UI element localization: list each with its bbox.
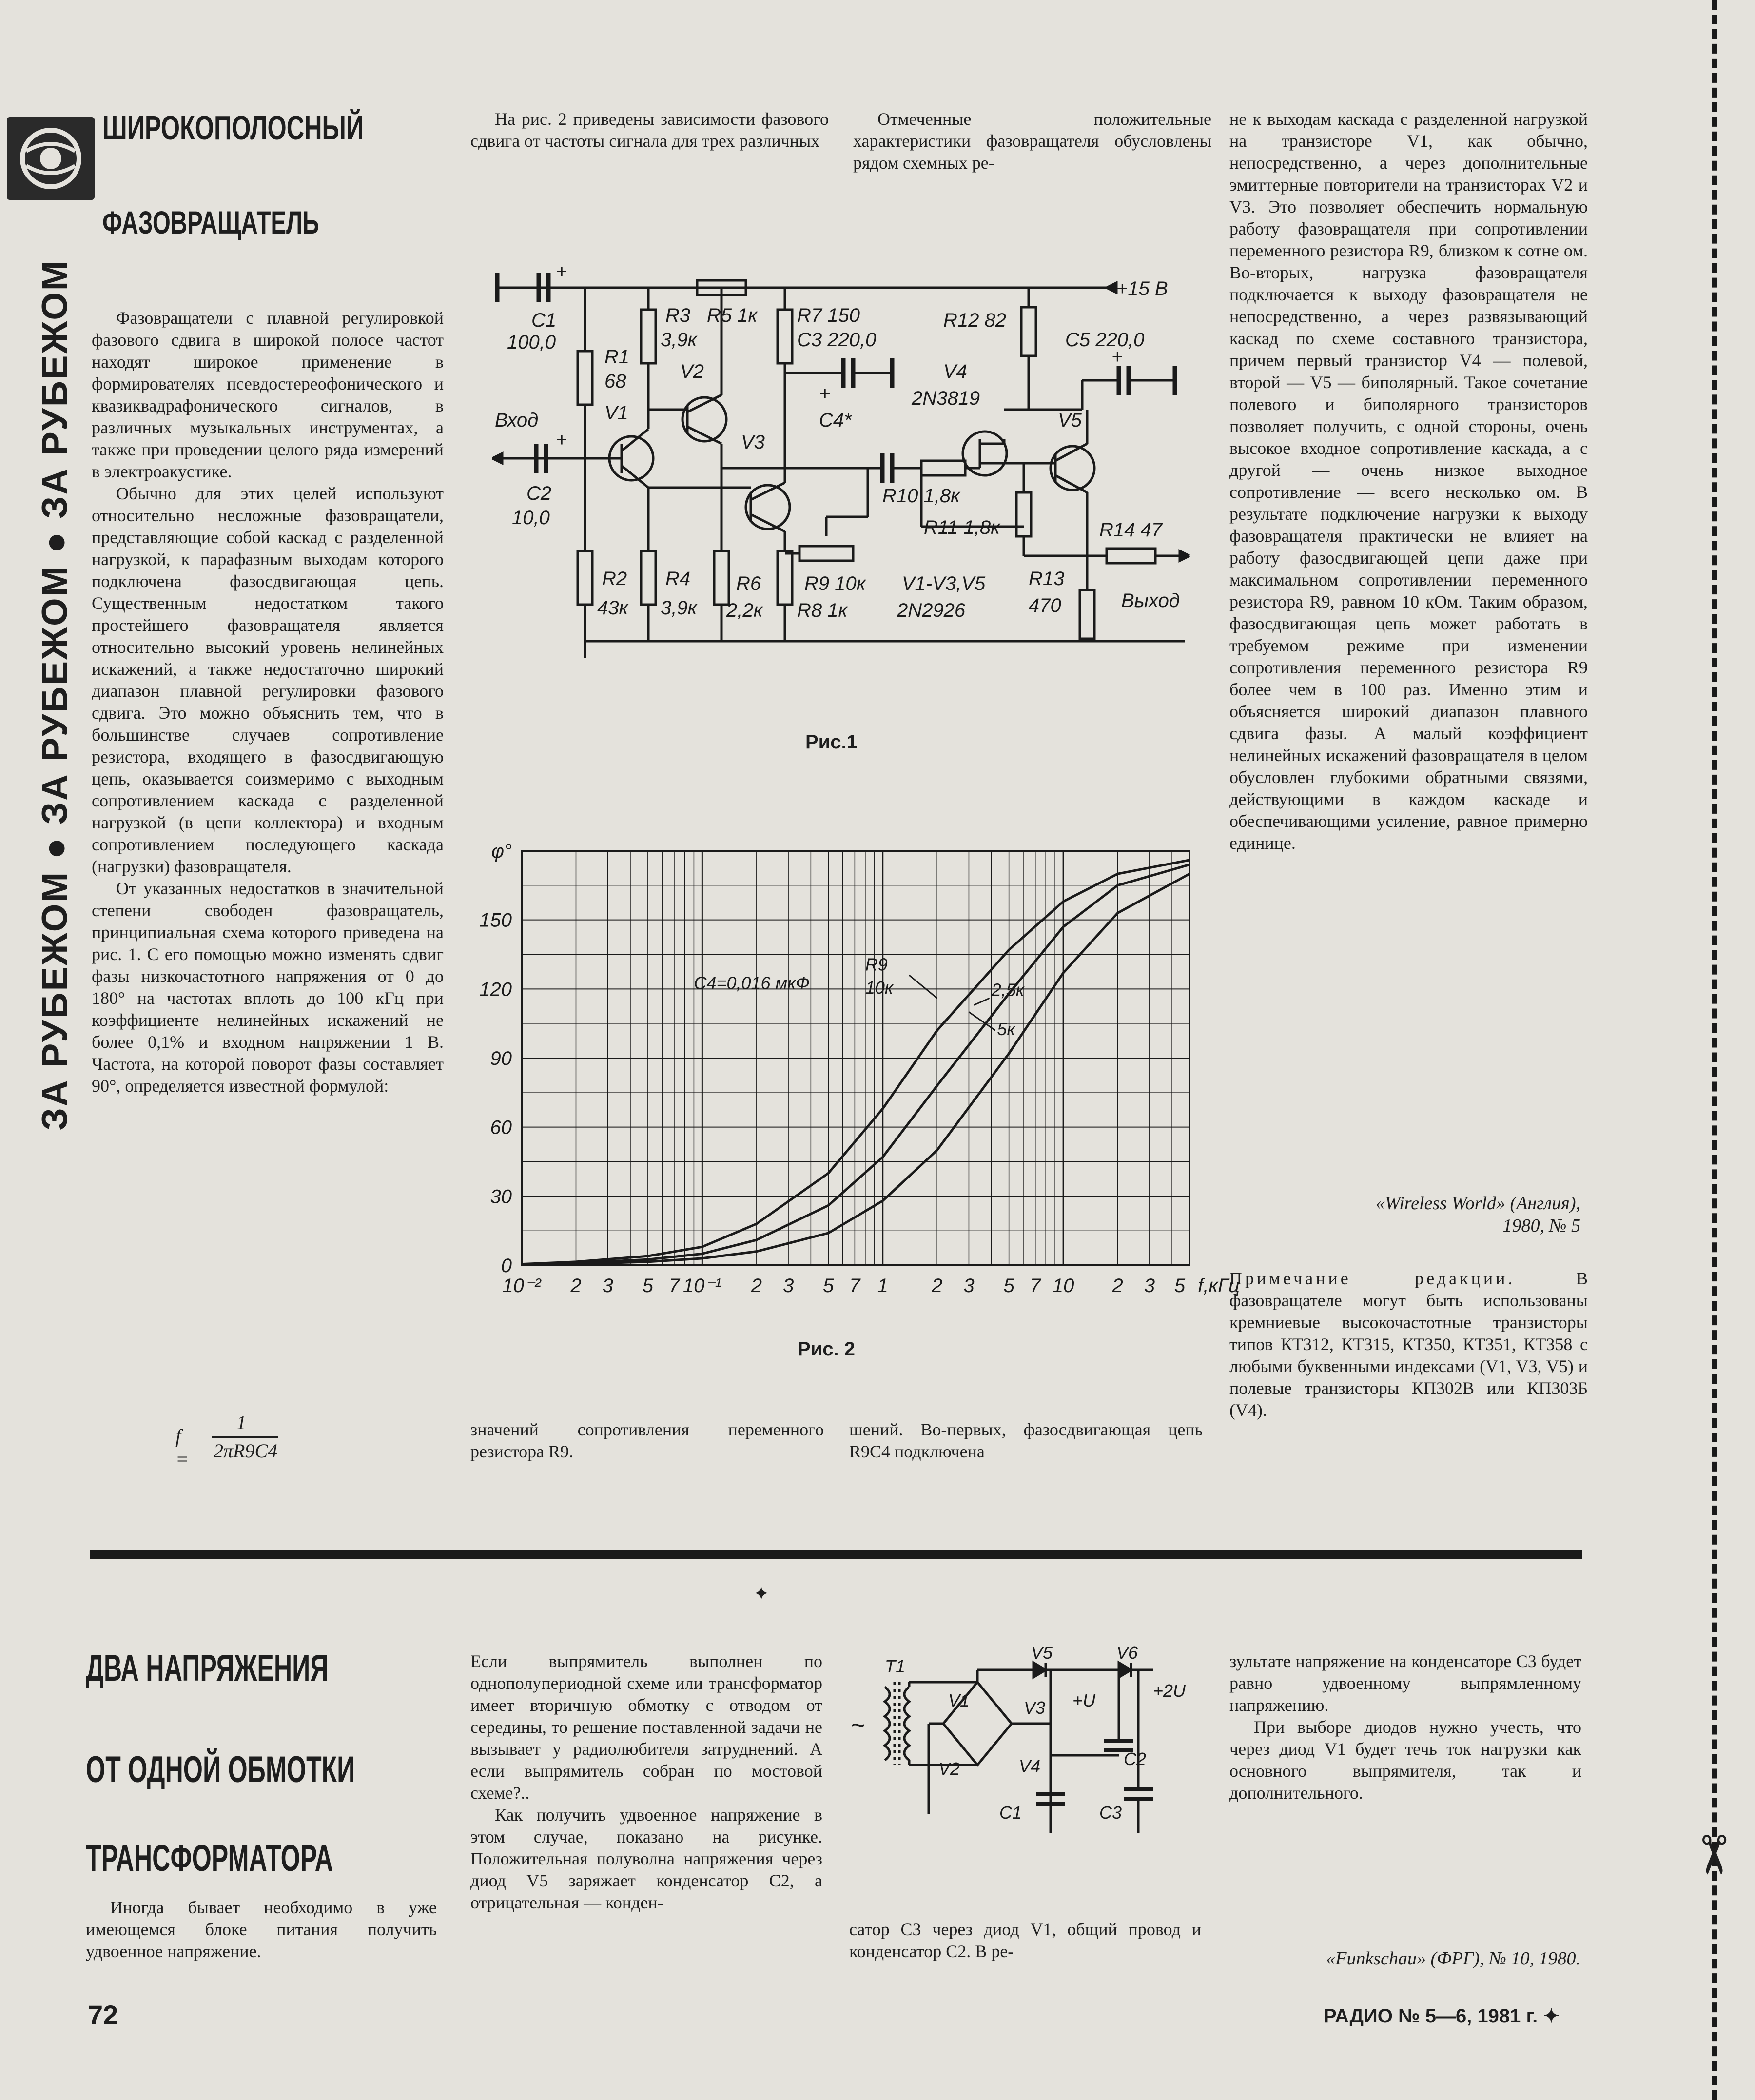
- article1-title-line2: ФАЗОВРАЩАТЕЛЬ: [102, 204, 319, 240]
- paragraph: Фазовращатели с плавной регулировкой фазового сдвига в широкой полосе частот находят широкое применение в формирователях псевдостереофонического и квазиквадрафонического сигналов, в различных музыкальных инструментах, а также при проведении целого ряда измерений в электроакустике.: [92, 308, 444, 481]
- note-body: В фазовращателе могут быть использованы кремниевые высокочастотные транзисторы типов КТ312, КТ315, КТ350, КТ351, КТ358 с любыми буквенными индексами (V1, V3, V5) и полевые транзисторы КП302В или КП303Б (V4).: [1229, 1269, 1588, 1420]
- label: V5: [1031, 1643, 1053, 1663]
- paragraph: На рис. 2 приведены зависимости фазового сдвига от частоты сигнала для трех различных: [470, 109, 829, 151]
- y-tick-label: 120: [479, 979, 512, 1001]
- x-tick-label: 2: [932, 1275, 943, 1296]
- formula-numerator: 1: [236, 1412, 246, 1433]
- article1-column-3-bottom: [849, 1419, 1203, 1463]
- label: C3 220,0: [797, 329, 877, 351]
- sidebar-label: ЗА РУБЕЖОМ ● ЗА РУБЕЖОМ ● ЗА РУБЕЖОМ: [34, 259, 75, 1131]
- ornament-icon: ✦: [753, 1583, 770, 1605]
- x-tick-label: 1: [877, 1275, 888, 1296]
- x-tick-label: 7: [668, 1275, 680, 1296]
- paragraph: значений сопротивления переменного резистора R9.: [470, 1420, 824, 1461]
- label: +U: [1072, 1690, 1096, 1710]
- annotation-leader: [909, 975, 937, 998]
- magazine-issue: РАДИО № 5—6, 1981 г. ✦: [1324, 2005, 1560, 2027]
- curve-label-5k: 5к: [997, 1019, 1015, 1039]
- r9-label: R9: [865, 954, 888, 975]
- label: V2: [680, 361, 704, 382]
- x-tick-label: 5: [1174, 1275, 1186, 1296]
- label: 3,9к: [661, 597, 697, 619]
- source-credit: [1229, 1192, 1580, 1237]
- x-tick-label: 2: [570, 1275, 582, 1296]
- label: Вход: [495, 410, 539, 431]
- cut-line: [1712, 0, 1717, 2100]
- paragraph: От указанных недостатков в значительной степени свободен фазовращатель, принципиальная схема которого приведена на рис. 1. С его помощью можно изменять сдвиг фазы низкочастотного напряжения от 0 до 180° на частотах вплоть до 100 кГц при коэффициенте нелинейных искажений не более 0,1% и входном напряжении 1 В. Частота, на которой поворот фазы составляет 90°, определяется известной формулой:: [92, 879, 444, 1096]
- label: ~: [851, 1711, 865, 1739]
- paragraph: шений. Во-первых, фазосдвигающая цепь R9C4 подключена: [849, 1420, 1203, 1461]
- label: R8 1к: [797, 600, 848, 621]
- label: R1: [604, 346, 630, 368]
- label: R13: [1029, 568, 1065, 589]
- label: C5 220,0: [1065, 329, 1145, 351]
- editor-note: [1229, 1268, 1588, 1421]
- x-tick-label: 5: [642, 1275, 654, 1296]
- figure-1-schematic: [483, 254, 1199, 673]
- source-line: «Wireless World» (Англия),: [1375, 1193, 1580, 1214]
- label: 470: [1029, 595, 1061, 616]
- label: V4: [943, 361, 967, 382]
- article1-column-4: [1229, 108, 1588, 854]
- label: +: [556, 261, 567, 282]
- note-heading: Примечание редакции.: [1229, 1269, 1516, 1288]
- label: +15 В: [1116, 278, 1168, 299]
- article2-column-4: [1229, 1650, 1581, 1804]
- formula-lhs: f =: [176, 1425, 189, 1470]
- curve-label-2-5k: 2,5к: [991, 980, 1024, 1000]
- label: R14 47: [1099, 519, 1162, 541]
- label: 2N2926: [897, 600, 966, 621]
- y-tick-label: 150: [479, 909, 512, 931]
- label: R12 82: [943, 310, 1006, 331]
- annotation-leader: [974, 998, 990, 1005]
- label: C1: [999, 1803, 1022, 1823]
- x-tick-label: 10⁻²: [502, 1275, 541, 1296]
- paragraph: Отмеченные положительные характеристики фазовращателя обусловлены рядом схемных ре-: [853, 109, 1211, 173]
- label: V1: [948, 1690, 970, 1710]
- paragraph: Как получить удвоенное напряжение в этом случае, показано на рисунке. Положительная полуволна напряжения через диод V5 заряжает конденсатор C2, а отрицательная — конден-: [470, 1805, 822, 1912]
- article1-column-3-top: [853, 108, 1211, 174]
- formula-denominator: 2πR9C4: [214, 1440, 278, 1462]
- fraction-bar: [212, 1436, 278, 1438]
- y-tick-label: 0: [501, 1255, 512, 1276]
- label: V4: [1019, 1756, 1041, 1776]
- x-tick-label: 5: [823, 1275, 834, 1296]
- x-tick-label: 2: [751, 1275, 762, 1296]
- article1-title-line1: ШИРОКОПОЛОСНЫЙ: [102, 109, 364, 147]
- label: T1: [885, 1656, 906, 1676]
- article2-column-1: [86, 1897, 437, 1963]
- figure-2-caption: Рис. 2: [798, 1338, 855, 1360]
- section-divider: [90, 1550, 1582, 1559]
- x-tick-label: 10⁻¹: [682, 1275, 722, 1296]
- article1-column-1: [92, 307, 444, 1097]
- label: V6: [1116, 1643, 1138, 1663]
- label: 10,0: [512, 507, 550, 529]
- paragraph: сатор C3 через диод V1, общий провод и конденсатор C2. В ре-: [849, 1920, 1201, 1961]
- article2-title-line1: ДВА НАПРЯЖЕНИЯ: [86, 1648, 329, 1689]
- paragraph: зультате напряжение на конденсаторе C3 будет равно удвоенному выпрямленному напряжению.: [1229, 1651, 1581, 1715]
- figure-2-chart: [468, 839, 1240, 1321]
- x-tick-label: 3: [782, 1275, 794, 1296]
- y-tick-label: 30: [490, 1186, 512, 1208]
- x-tick-label: 3: [1144, 1275, 1155, 1296]
- article2-column-3: [849, 1919, 1201, 1963]
- x-tick-label: f,кГц: [1198, 1275, 1240, 1296]
- label: V2: [938, 1759, 960, 1779]
- phase-curve-3: [522, 874, 1190, 1265]
- paragraph: Обычно для этих целей используют относительно несложные фазовращатели, представляющие собой каскад с разделенной нагрузкой, к парафазным выходам которого подключена фазосдвигающая цепь. Существенным недостатком такого простейшего фазовращателя является относительно высокий уровень нелинейных искажений, а также недостаточно широкий диапазон плавной регулировки фазового сдвига. Это можно объяснить тем, что в большинстве случаев сопротивление резистора, входящего в фазосдвигающую цепь, оказывается соизмеримо с выходным сопротивлением каскада с разделенной нагрузкой (в цепи коллектора) и входным сопротивлением последующего каскада (нагрузки) фазовращателя.: [92, 484, 444, 876]
- voltage-doubler-schematic: [846, 1643, 1207, 1848]
- label: R5 1к: [707, 305, 758, 326]
- paragraph: При выборе диодов нужно учесть, что через диод V1 будет течь ток нагрузки как основного выпрямителя, так и дополнительного.: [1229, 1717, 1581, 1803]
- x-tick-label: 7: [1030, 1275, 1041, 1296]
- article2-title-line2: ОТ ОДНОЙ ОБМОТКИ: [86, 1749, 355, 1790]
- label: V1: [604, 402, 628, 424]
- paragraph: Если выпрямитель выполнен по однополупериодной схеме или трансформатор имеет вторичную обмотку с отводом от середины, то решение поставленной задачи не вызывает у радиолюбителя затруднений. А если выпрямитель собран по мостовой схеме?..: [470, 1651, 822, 1803]
- label: +2U: [1153, 1681, 1186, 1701]
- y-tick-label: 90: [490, 1048, 512, 1069]
- label: 2N3819: [912, 388, 980, 409]
- label: V3: [741, 432, 765, 453]
- figure-1-caption: Рис.1: [805, 731, 858, 753]
- article2-source: «Funkschau» (ФРГ), № 10, 1980.: [1326, 1948, 1580, 1969]
- source-line: 1980, № 5: [1502, 1216, 1580, 1236]
- y-tick-label: φ°: [491, 841, 512, 862]
- x-tick-label: 5: [1003, 1275, 1014, 1296]
- label: C4*: [819, 410, 852, 431]
- label: R2: [602, 568, 627, 589]
- paragraph: Иногда бывает необходимо в уже имеющемся блоке питания получить удвоенное напряжение.: [86, 1898, 437, 1961]
- label: +: [1112, 346, 1123, 368]
- paragraph: не к выходам каскада с разделенной нагрузкой на транзисторе V1, как обычно, непосредственно, а через дополнительные эмиттерные повторители на транзисторах V2 и V3. Это позволяет обеспечить нормальную работу фазовращателя при сопротивлении переменного резистора R9, близком к сотне ом. Во-вторых, нагрузка фазовращателя подключается к выходу фазовращателя не непосредственно, а через развязывающий каскад по схеме составного транзистора, причем первый транзистор V4 — полевой, второй — V5 — биполярный. Такое сочетание полевого и биполярного транзисторов позволяет получить, с одной стороны, очень высокое входное сопротивление каскада, а с другой — очень низкое выходное сопротивление — всего несколько ом. В результате подключение нагрузки к выходу фазовращателя практически не влияет на работу фазосдвигающей цепи даже при максимальном сопротивлении переменного резистора R9, равном 10 кОм. Таким образом, фазосдвигающая цепь может работать в требуемом режиме при изменении сопротивления переменного резистора R9 более чем в 100 раз. Именно этим и объясняется широкий диапазон плавного сдвига фазы. А малый коэффициент нелинейных искажений фазовращателя в целом обусловлен глубокими обратными связями, действующими в каждом каскаде и обеспечивающими усиление, равное примерно единице.: [1229, 109, 1588, 853]
- label: R11 1,8к: [924, 517, 1000, 538]
- article2-title-line3: ТРАНСФОРМАТОРА: [86, 1838, 333, 1879]
- label: Выход: [1121, 590, 1180, 611]
- label: R9 10к: [804, 573, 866, 594]
- scissors-icon: ✂: [1683, 1832, 1743, 1878]
- label: R4: [665, 568, 691, 589]
- label: C3: [1099, 1803, 1122, 1823]
- label: 100,0: [507, 332, 556, 353]
- section-logo-icon: [7, 117, 95, 200]
- x-tick-label: 10: [1052, 1275, 1074, 1296]
- r9-value-label: 10к: [865, 977, 893, 998]
- label: 2,2к: [726, 600, 763, 621]
- article1-column-2-top: [470, 108, 829, 152]
- page-number: 72: [88, 2000, 118, 2030]
- label: R10 1,8к: [882, 485, 960, 507]
- phase-curve-2: [522, 864, 1190, 1264]
- label: C2: [1124, 1749, 1147, 1769]
- label: R3: [665, 305, 691, 326]
- phase-curve-1: [522, 860, 1190, 1264]
- capacitance-annotation: C4=0,016 мкФ: [694, 973, 810, 993]
- label: R7 150: [797, 305, 860, 326]
- section-sidebar: [20, 219, 89, 1170]
- label: C2: [526, 483, 552, 504]
- label: +: [556, 429, 567, 451]
- label: V5: [1058, 410, 1082, 431]
- label: 43к: [597, 597, 628, 619]
- y-tick-label: 60: [490, 1117, 512, 1138]
- label: R6: [736, 573, 761, 594]
- article1-column-2-bottom: [470, 1419, 824, 1463]
- label: +: [819, 383, 831, 404]
- x-tick-label: 7: [849, 1275, 860, 1296]
- article2-column-2: [470, 1650, 822, 1914]
- x-tick-label: 2: [1112, 1275, 1123, 1296]
- x-tick-label: 3: [602, 1275, 613, 1296]
- label: V1-V3,V5: [902, 573, 986, 594]
- label: V3: [1024, 1698, 1046, 1718]
- label: 3,9к: [661, 329, 697, 351]
- label: C1: [531, 310, 557, 331]
- x-tick-label: 3: [963, 1275, 975, 1296]
- label: 68: [604, 371, 626, 392]
